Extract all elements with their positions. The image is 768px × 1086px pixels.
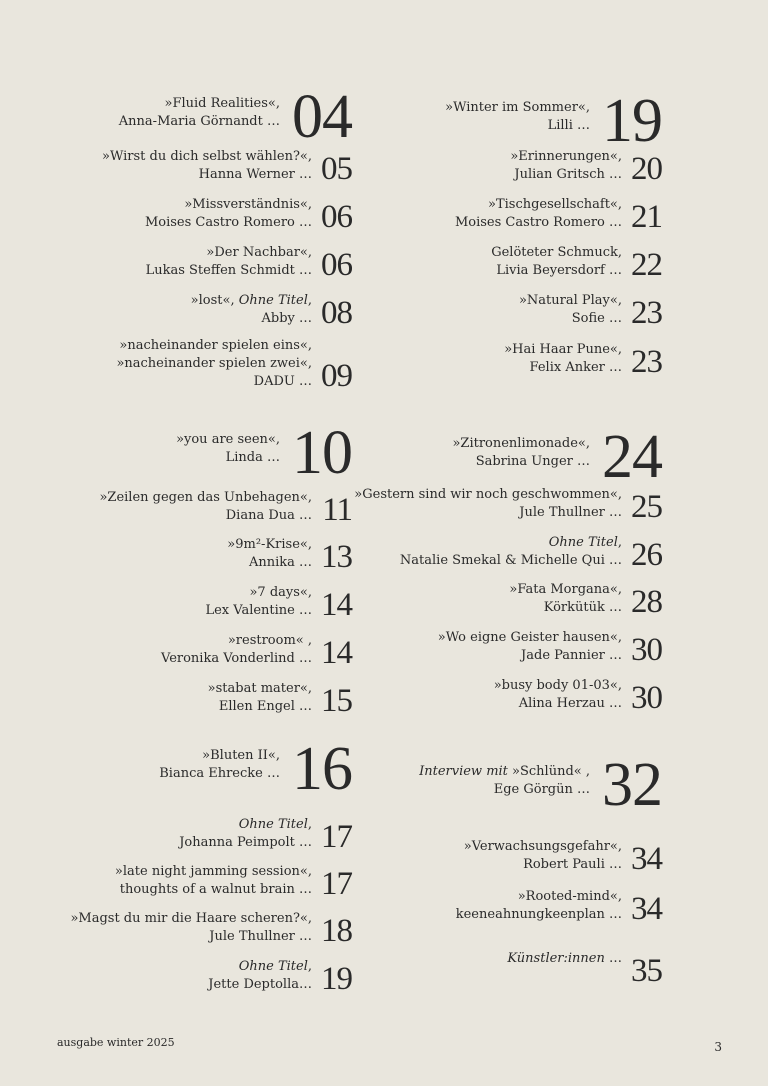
- toc-entry: [99, 486, 352, 527]
- toc-entry: [519, 289, 662, 330]
- toc-entry: [507, 947, 662, 988]
- toc-entry-text: [205, 584, 312, 620]
- toc-entry-title: »Verwachsungsgefahr«,: [463, 839, 622, 854]
- toc-entry-title: »Fluid Realities«,: [164, 96, 280, 111]
- toc-page-number: 20: [631, 151, 662, 187]
- toc-entry-author: Bianca Ehrecke …: [159, 766, 280, 781]
- toc-entry: [510, 145, 662, 186]
- toc-page-number: 11: [322, 492, 352, 528]
- toc-entry: [208, 677, 352, 718]
- toc-entry-author: Moises Castro Romero …: [144, 215, 312, 230]
- toc-entry-author: Jule Thullner …: [209, 929, 312, 944]
- toc-entry-author: Julian Gritsch …: [514, 167, 622, 182]
- toc-entry: [205, 581, 352, 622]
- toc-page-number: 19: [602, 87, 662, 155]
- toc-entry-title: »Tischgesellschaft«,: [488, 197, 622, 212]
- toc-page-number: 13: [321, 539, 352, 575]
- toc-page-number: 25: [631, 489, 662, 525]
- toc-page-number: 34: [631, 841, 662, 877]
- toc-page-number: 15: [321, 683, 352, 719]
- toc-entry-text: [227, 536, 312, 572]
- toc-entry: [176, 419, 352, 487]
- toc-entry-author: Lukas Steffen Schmidt …: [145, 263, 312, 278]
- toc-entry-title: Ohne Titel,: [238, 817, 312, 832]
- toc-entry-title: Ohne Titel,: [548, 535, 622, 550]
- toc-entry-title: »Gestern sind wir noch geschwommen«,: [354, 487, 622, 502]
- toc-entry-title: »Wo eigne Geister hausen«,: [437, 630, 622, 645]
- toc-page-number: 23: [631, 344, 662, 380]
- toc-page-number: 23: [631, 295, 662, 331]
- toc-entry-text: [400, 534, 622, 570]
- toc-entry-text: [509, 581, 622, 617]
- toc-entry-author: Livia Beyersdorf …: [496, 263, 622, 278]
- toc-entry-text: [115, 863, 312, 899]
- toc-entry-text: [419, 763, 590, 799]
- toc-entry-title: »Wirst du dich selbst wählen?«,: [102, 149, 312, 164]
- toc-entry: [491, 241, 662, 282]
- toc-entry: [445, 87, 662, 155]
- toc-entry: [145, 193, 352, 234]
- toc-entry-title: »Winter im Sommer«,: [445, 100, 590, 115]
- toc-entry-title: »Der Nachbar«,: [206, 245, 312, 260]
- toc-page-number: 24: [602, 423, 662, 491]
- toc-entry-author: Johanna Peimpolt …: [179, 835, 312, 850]
- toc-entry-title: »you are seen«,: [176, 432, 280, 447]
- toc-entry-title: Interview mit »Schlünd« ,: [419, 764, 590, 779]
- toc-entry-text: [99, 489, 312, 525]
- toc-entry-text: [504, 341, 622, 377]
- toc-entry-text: [510, 148, 622, 184]
- toc-entry: [504, 338, 662, 379]
- toc-entry-author: Lilli …: [547, 118, 590, 133]
- toc-page-number: 26: [631, 537, 662, 573]
- toc-entry-text: [159, 747, 280, 783]
- toc-entry-text: [354, 486, 622, 522]
- toc-entry-title: »Zeilen gegen das Unbehagen«,: [99, 490, 312, 505]
- toc-entry: [227, 533, 352, 574]
- toc-page-number: 14: [321, 587, 352, 623]
- toc-entry: [191, 289, 352, 330]
- toc-entry-text: [208, 680, 312, 716]
- toc-entry-author: keeneahnungkeenplan …: [455, 907, 622, 922]
- toc-entry-title: »lost«, Ohne Titel,: [190, 293, 312, 308]
- toc-page-number: 35: [631, 953, 662, 989]
- toc-page-number: 08: [321, 295, 352, 331]
- toc-entry-text: [102, 148, 312, 184]
- toc-entry: [456, 885, 662, 926]
- toc-page-number: 05: [321, 151, 352, 187]
- toc-entry-text: [70, 910, 312, 946]
- toc-entry-title: »stabat mater«,: [207, 681, 312, 696]
- toc-entry-title: »nacheinander spielen zwei«,: [116, 356, 312, 371]
- toc-page-number: 17: [321, 819, 352, 855]
- toc-entry-author: Ege Görgün …: [493, 782, 590, 797]
- toc-entry-title: »restroom« ,: [227, 633, 312, 648]
- toc-entry-author: Lex Valentine …: [205, 603, 312, 618]
- toc-entry: [400, 531, 662, 572]
- toc-entry: [438, 626, 662, 667]
- toc-entry-text: [146, 244, 312, 280]
- toc-page-number: 28: [631, 584, 662, 620]
- toc-entry: [116, 334, 352, 393]
- toc-entry-text: [119, 95, 280, 131]
- page-number: 3: [714, 1040, 722, 1054]
- toc-entry-author: Natalie Smekal & Michelle Qui …: [399, 553, 622, 568]
- toc-page-number: 32: [602, 751, 662, 819]
- toc-entry-author: Abby …: [261, 311, 312, 326]
- toc-page-number: 04: [292, 83, 352, 151]
- toc-page-number: 17: [321, 866, 352, 902]
- toc-page-number: 22: [631, 247, 662, 283]
- toc-entry: [208, 955, 352, 996]
- toc-entry-author: Jule Thullner …: [519, 505, 622, 520]
- toc-entry: [115, 860, 352, 901]
- toc-entry-author: Sabrina Unger …: [475, 454, 590, 469]
- toc-entry: [494, 674, 662, 715]
- toc-entry: [146, 241, 352, 282]
- toc-page-number: 19: [321, 961, 352, 997]
- toc-entry-text: [491, 244, 622, 280]
- toc-page-number: 30: [631, 632, 662, 668]
- toc-entry-author: Sofie …: [571, 311, 622, 326]
- toc-page-number: 06: [321, 247, 352, 283]
- toc-entry: [419, 751, 662, 819]
- toc-entry-title: »9m²-Krise«,: [227, 537, 312, 552]
- toc-entry-title: »Magst du mir die Haare scheren?«,: [70, 911, 312, 926]
- toc-page-number: 10: [292, 419, 352, 487]
- toc-entry-author: Veronika Vonderlind …: [161, 651, 312, 666]
- toc-entry-title: »Hai Haar Pune«,: [504, 342, 622, 357]
- toc-entry-author: Annika …: [248, 555, 312, 570]
- toc-entry-text: [455, 196, 622, 232]
- toc-entry: [452, 423, 662, 491]
- toc-entry-author: Künstler:innen …: [507, 951, 622, 966]
- toc-entry-text: [456, 888, 622, 924]
- toc-page-number: 30: [631, 680, 662, 716]
- toc-entry-text: [452, 435, 590, 471]
- toc-entry-author: Felix Anker …: [529, 360, 622, 375]
- toc-page-number: 09: [321, 358, 352, 394]
- toc-entry-text: [464, 838, 622, 874]
- toc-entry-title: »Erinnerungen«,: [510, 149, 622, 164]
- toc-entry: [118, 83, 352, 151]
- toc-entry-text: [191, 292, 312, 328]
- toc-entry: [70, 907, 352, 948]
- toc-page-number: 18: [321, 913, 352, 949]
- toc-entry-author: Moises Castro Romero …: [454, 215, 622, 230]
- toc-entry-author: Anna-Maria Görnandt …: [118, 114, 280, 129]
- toc-entry-author: Jette Deptolla…: [208, 977, 312, 992]
- toc-page-number: 34: [631, 891, 662, 927]
- issue-label: ausgabe winter 2025: [57, 1036, 175, 1049]
- toc-entry-author: Diana Dua …: [225, 508, 312, 523]
- toc-entry-text: [507, 950, 622, 968]
- toc-entry-author: Jade Pannier …: [521, 648, 622, 663]
- toc-entry-title: »Fata Morgana«,: [509, 582, 622, 597]
- toc-page-number: 16: [292, 735, 352, 803]
- toc-entry-text: [438, 629, 622, 665]
- toc-page-number: 21: [631, 199, 662, 235]
- toc-page-number: 14: [321, 635, 352, 671]
- toc-entry-author: DADU …: [253, 374, 312, 389]
- toc-entry-author: Körkütük …: [543, 600, 622, 615]
- toc-entry-text: [116, 337, 312, 391]
- toc-entry-author: Hanna Werner …: [198, 167, 312, 182]
- toc-entry: [179, 813, 352, 854]
- toc-entry-title: »Natural Play«,: [518, 293, 622, 308]
- toc-entry-title: Ohne Titel,: [238, 959, 312, 974]
- toc-entry-text: [494, 677, 622, 713]
- toc-entry-text: [445, 99, 590, 135]
- toc-entry-title: »Missverständnis«,: [184, 197, 312, 212]
- toc-entry-text: [161, 632, 312, 668]
- toc-entry: [455, 193, 662, 234]
- toc-entry-title: »late night jamming session«,: [114, 864, 312, 879]
- toc-page-number: 06: [321, 199, 352, 235]
- toc-entry-title: »nacheinander spielen eins«,: [119, 338, 312, 353]
- toc-entry-text: [176, 431, 280, 467]
- toc-entry-author: Linda …: [225, 450, 280, 465]
- toc-entry-author: Robert Pauli …: [523, 857, 622, 872]
- toc-entry: [509, 578, 662, 619]
- toc-entry-title: »Zitronenlimonade«,: [452, 436, 590, 451]
- toc-entry-text: [179, 816, 312, 852]
- toc-entry-text: [208, 958, 312, 994]
- toc-entry-author: Ellen Engel …: [218, 699, 312, 714]
- toc-entry-text: [145, 196, 312, 232]
- toc-entry-author: thoughts of a walnut brain …: [119, 882, 312, 897]
- toc-entry: [102, 145, 352, 186]
- toc-entry: [161, 629, 352, 670]
- toc-entry: [159, 735, 352, 803]
- toc-entry-title: »busy body 01-03«,: [493, 678, 622, 693]
- toc-entry-text: [519, 292, 622, 328]
- toc-entry-title: »7 days«,: [249, 585, 312, 600]
- toc-entry-title: »Rooted-mind«,: [517, 889, 622, 904]
- toc-entry: [464, 835, 662, 876]
- toc-entry-title: »Bluten II«,: [202, 748, 280, 763]
- toc-entry-title: Gelöteter Schmuck,: [491, 245, 622, 260]
- toc-entry: [354, 483, 662, 524]
- toc-entry-author: Alina Herzau …: [518, 696, 622, 711]
